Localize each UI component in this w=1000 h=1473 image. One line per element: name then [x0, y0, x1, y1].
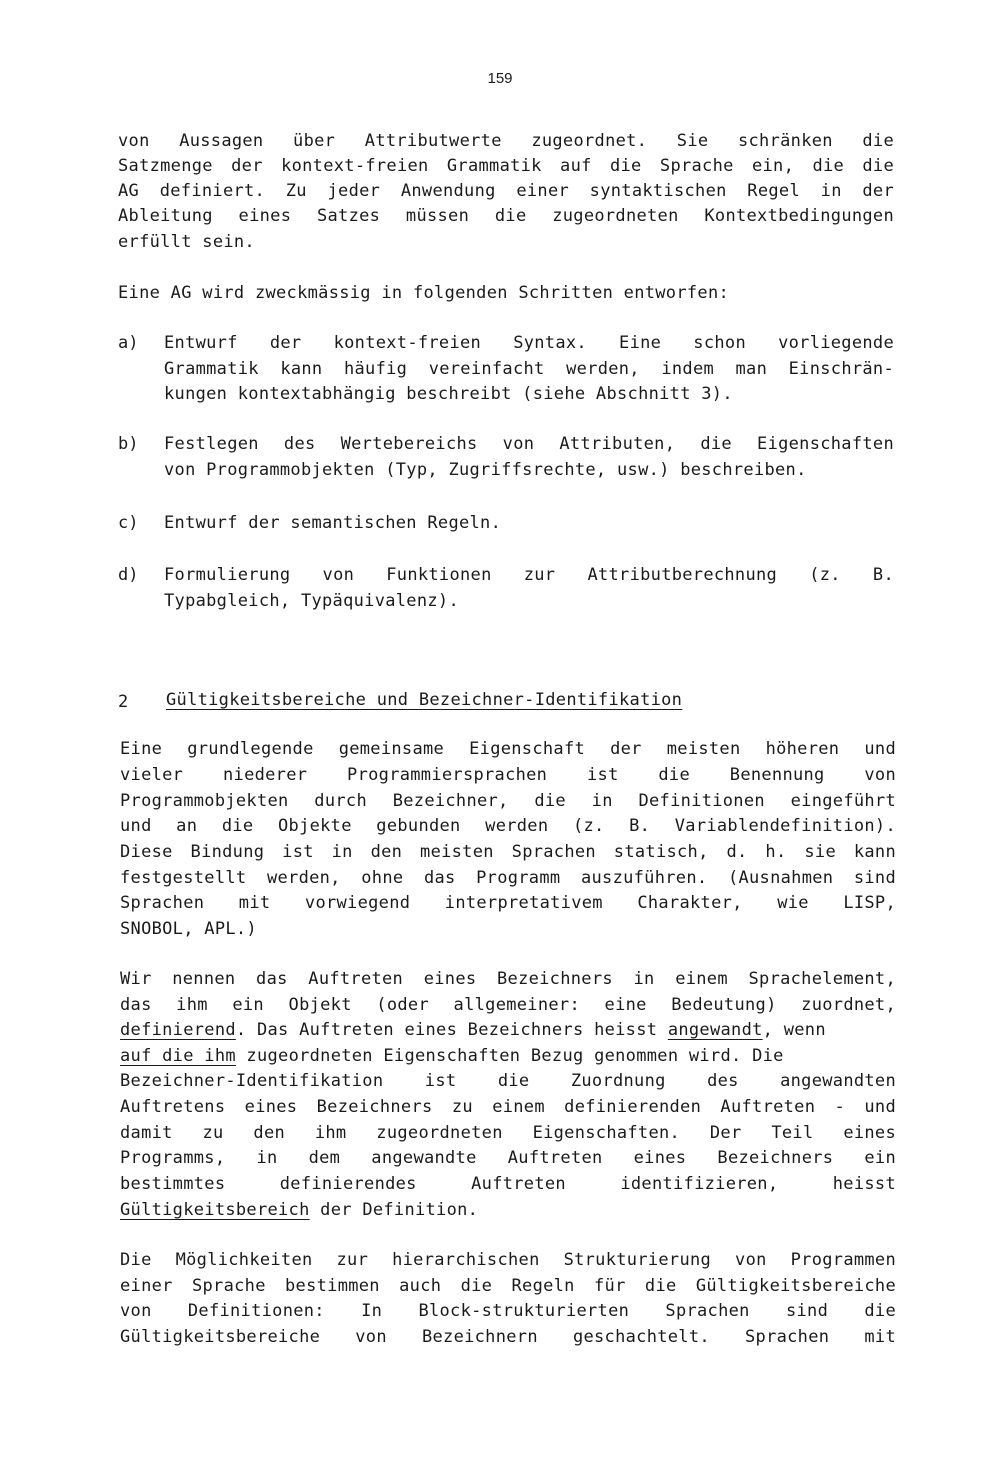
text-span: , wenn [762, 1020, 826, 1040]
text-line: das ihm ein Objekt (oder allgemeiner: eine Bedeutung) zuordnet, [120, 995, 896, 1015]
page-number: 159 [487, 70, 513, 87]
text-line: Sprachen mit vorwiegend interpretativem Charakter, wie LISP, [120, 893, 896, 913]
text-line: Programmobjekten durch Bezeichner, die in Definitionen eingeführt [120, 791, 896, 811]
text-line: Ableitung eines Satzes müssen die zugeordneten Kontextbedingungen [118, 206, 894, 226]
text-span: zugeordneten Eigenschaften Bezug genommen wird. Die [235, 1046, 784, 1066]
text-line: kungen kontextabhängig beschreibt (siehe Abschnitt 3). [164, 384, 733, 404]
text-line: einer Sprache bestimmen auch die Regeln für die Gültigkeitsbereiche [120, 1276, 896, 1296]
text-line: von Aussagen über Attributwerte zugeordnet. Sie schränken die [118, 131, 894, 151]
text-line: Entwurf der kontext-freien Syntax. Eine schon vorliegende [164, 333, 894, 353]
text-line: Gültigkeitsbereiche von Bezeichnern geschachtelt. Sprachen mit [120, 1327, 896, 1347]
text-line: AG definiert. Zu jeder Anwendung einer syntaktischen Regel in der [118, 181, 894, 201]
text-line: und an die Objekte gebunden werden (z. B. Variablendefinition). [120, 816, 896, 836]
text-span: auf die ihm [120, 1046, 236, 1066]
text-line: Die Möglichkeiten zur hierarchischen Strukturierung von Programmen [120, 1250, 896, 1270]
text-span: der Definition. [309, 1200, 479, 1220]
section-number: 2 [118, 692, 129, 712]
text-line: damit zu den ihm zugeordneten Eigenschaften. Der Teil eines [120, 1123, 896, 1143]
text-line: Satzmenge der kontext-freien Grammatik auf die Sprache ein, die die [118, 156, 894, 176]
text-line [120, 1017, 896, 1043]
design-intro-text: Eine AG wird zweckmässig in folgenden Schritten entworfen: [118, 283, 730, 303]
list-item-label: b) [118, 434, 139, 454]
list-item-label: d) [118, 565, 139, 585]
text-line: Festlegen des Wertebereichs von Attributen, die Eigenschaften [164, 434, 894, 454]
text-line: Diese Bindung ist in den meisten Sprachen statisch, d. h. sie kann [120, 842, 896, 862]
text-line: Grammatik kann häufig vereinfacht werden, indem man Einschrän- [164, 359, 894, 379]
text-line: bestimmtes definierendes Auftreten identifizieren, heisst [120, 1174, 896, 1194]
text-line: festgestellt werden, ohne das Programm auszuführen. (Ausnahmen sind [120, 868, 896, 888]
section-title: Gültigkeitsbereiche und Bezeichner-Identifikation [166, 690, 683, 710]
text-line: SNOBOL, APL.) [120, 919, 257, 939]
text-line: Bezeichner-Identifikation ist die Zuordnung des angewandten [120, 1071, 896, 1091]
term-definierend: definierend [120, 1020, 236, 1040]
text-line: erfüllt sein. [118, 232, 255, 252]
list-item-label: a) [118, 333, 139, 353]
list-item-label: c) [118, 513, 139, 533]
text-line [120, 1197, 478, 1223]
term-gueltigkeitsbereich: Gültigkeitsbereich [120, 1200, 310, 1220]
text-line: Eine grundlegende gemeinsame Eigenschaft der meisten höheren und [120, 739, 896, 759]
text-line: Wir nennen das Auftreten eines Bezeichners in einem Sprachelement, [120, 969, 896, 989]
text-span: . Das Auftreten eines Bezeichners heisst [235, 1020, 668, 1040]
text-line [120, 1043, 896, 1069]
text-line: von Definitionen: In Block-strukturierten Sprachen sind die [120, 1301, 896, 1321]
term-angewandt: angewandt [667, 1020, 763, 1040]
text-line: Typabgleich, Typäquivalenz). [164, 591, 459, 611]
text-line: von Programmobjekten (Typ, Zugriffsrechte, usw.) beschreiben. [164, 460, 807, 480]
text-line: Auftretens eines Bezeichners zu einem definierenden Auftreten - und [120, 1097, 896, 1117]
text-line: Programms, in dem angewandte Auftreten eines Bezeichners ein [120, 1148, 896, 1168]
text-line: vieler niederer Programmiersprachen ist die Benennung von [120, 765, 896, 785]
text-line: Formulierung von Funktionen zur Attributberechnung (z. B. [164, 565, 894, 585]
text-line: Entwurf der semantischen Regeln. [164, 513, 502, 533]
